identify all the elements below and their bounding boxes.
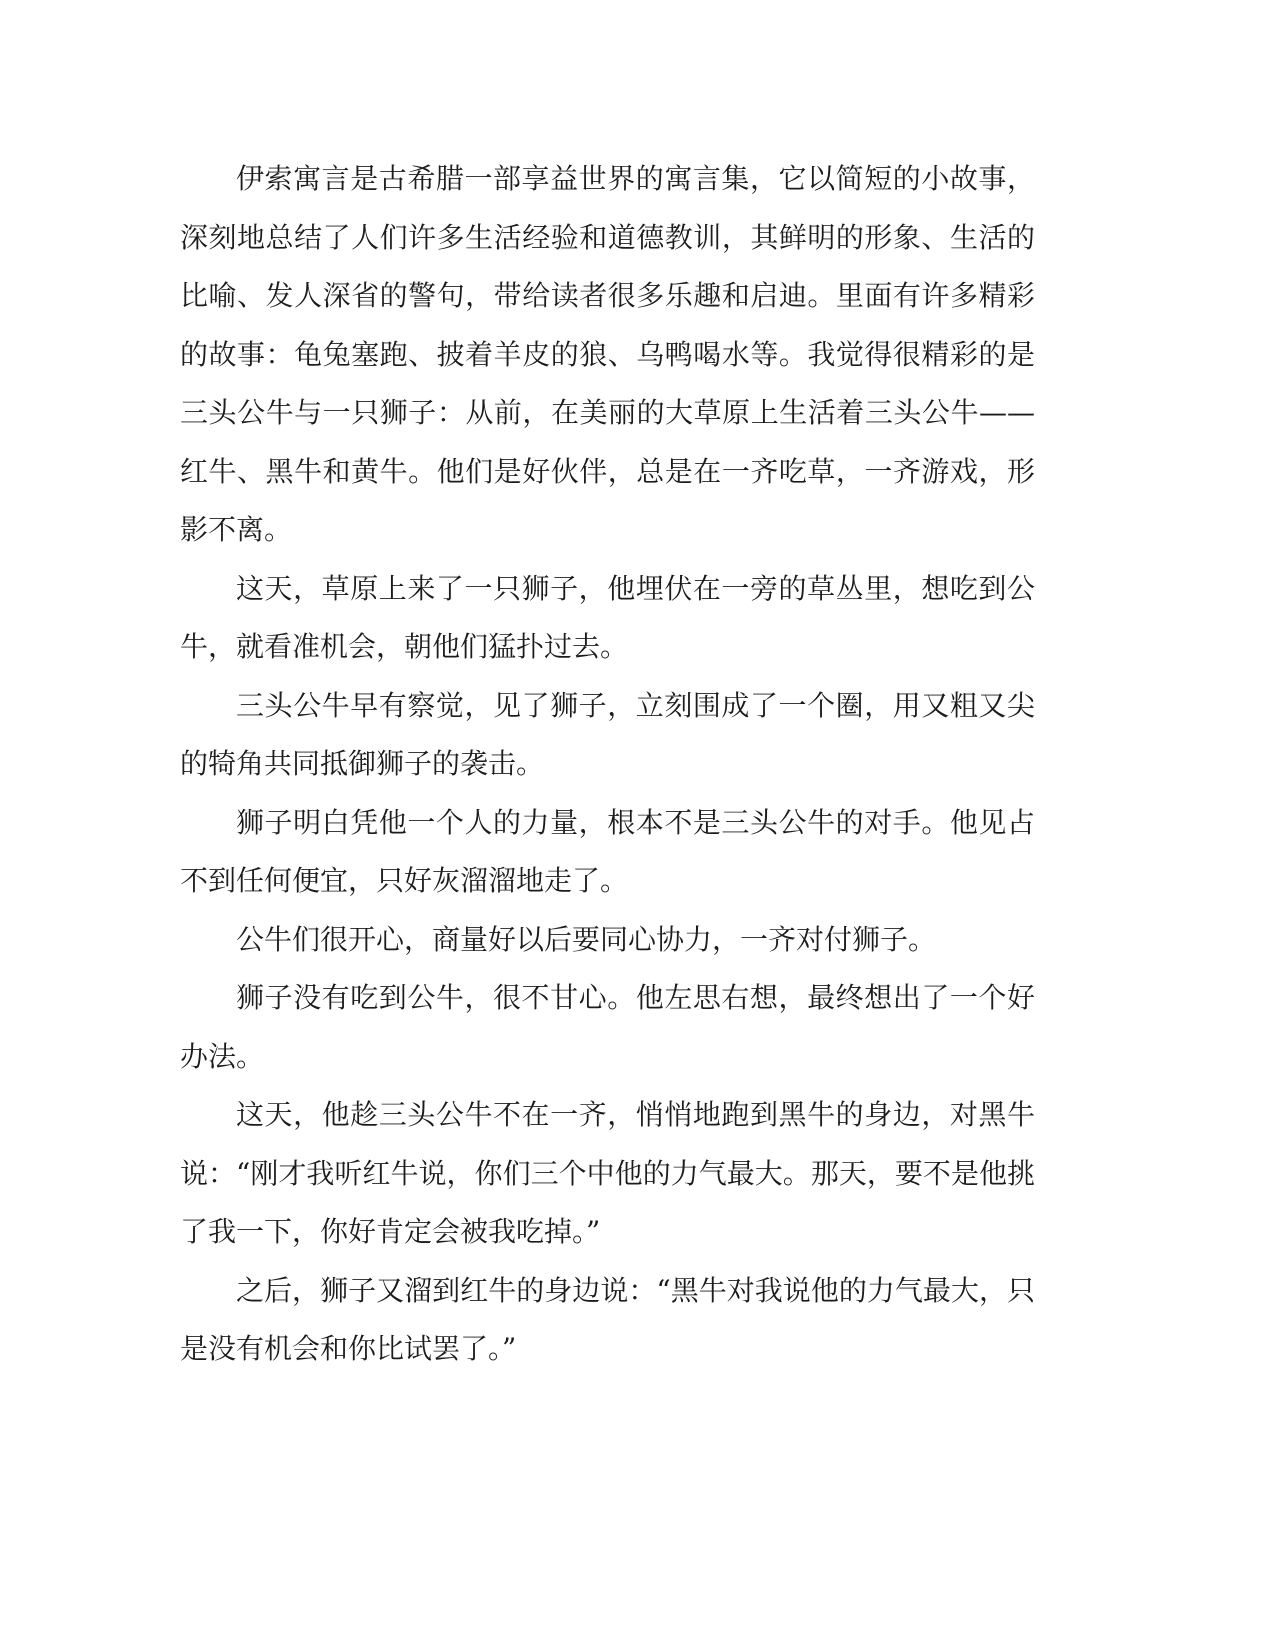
paragraph: 狮子明白凭他一个人的力量，根本不是三头公牛的对手。他见占不到任何便宜，只好灰溜溜地走了。 xyxy=(180,805,1035,897)
paragraph: 之后，狮子又溜到红牛的身边说：“黑牛对我说他的力气最大，只是没有机会和你比试罢了。” xyxy=(180,1273,1035,1365)
document-body xyxy=(180,150,1035,1379)
paragraph: 伊索寓言是古希腊一部享益世界的寓言集，它以简短的小故事，深刻地总结了人们许多生活经验和道德教训，其鲜明的形象、生活的比喻、发人深省的警句，带给读者很多乐趣和启迪。里面有许多精彩的故事：龟兔塞跑、披着羊皮的狼、乌鸭喝水等。我觉得很精彩的是三头公牛与一只狮子：从前，在美丽的大草原上生活着三头公牛——红牛、黑牛和黄牛。他们是好伙伴，总是在一齐吃草，一齐游戏，形影不离。 xyxy=(180,162,1035,546)
paragraph: 这天，他趁三头公牛不在一齐，悄悄地跑到黑牛的身边，对黑牛说：“刚才我听红牛说，你们三个中他的力气最大。那天，要不是他挑了我一下，你好肯定会被我吃掉。” xyxy=(180,1098,1035,1248)
paragraph: 这天，草原上来了一只狮子，他埋伏在一旁的草丛里，想吃到公牛，就看准机会，朝他们猛扑过去。 xyxy=(180,571,1035,663)
paragraph: 狮子没有吃到公牛，很不甘心。他左思右想，最终想出了一个好办法。 xyxy=(180,981,1035,1073)
paragraph: 公牛们很开心，商量好以后要同心协力，一齐对付狮子。 xyxy=(236,922,937,956)
paragraph: 三头公牛早有察觉，见了狮子，立刻围成了一个圈，用又粗又尖的犄角共同抵御狮子的袭击。 xyxy=(180,688,1035,780)
